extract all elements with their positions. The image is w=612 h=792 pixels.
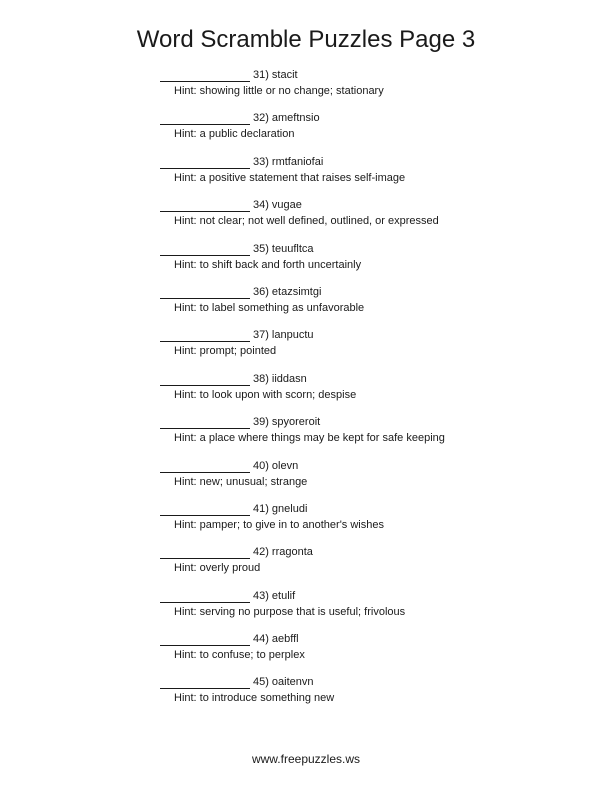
puzzle-item	[160, 196, 560, 239]
scrambled-word: iiddasn	[271, 372, 307, 385]
puzzle-word-row	[160, 370, 560, 386]
page-title: Word Scramble Puzzles Page 3	[136, 26, 476, 53]
puzzle-word-row	[160, 587, 560, 603]
puzzle-hint: Hint: new; unusual; strange	[174, 475, 308, 488]
answer-blank	[160, 676, 250, 689]
puzzle-number: 42)	[253, 546, 269, 559]
puzzle-item	[160, 500, 560, 543]
scrambled-word: teuufltca	[271, 242, 314, 255]
scrambled-word: rmtfaniofai	[271, 155, 324, 168]
puzzle-item	[160, 673, 560, 716]
scrambled-word: oaitenvn	[271, 676, 314, 689]
answer-blank	[160, 69, 250, 82]
answer-blank	[160, 243, 250, 256]
puzzle-number: 31)	[253, 69, 269, 81]
puzzle-number: 32)	[253, 112, 269, 125]
puzzle-word-row	[160, 543, 560, 559]
puzzle-word-row	[160, 630, 560, 646]
answer-blank	[160, 416, 250, 429]
puzzle-word-row	[160, 500, 560, 516]
puzzle-number: 33)	[253, 155, 269, 168]
puzzle-hint: Hint: to confuse; to perplex	[174, 649, 305, 662]
answer-blank	[160, 329, 250, 342]
puzzle-item	[160, 370, 560, 413]
scrambled-word: aebffl	[271, 633, 299, 646]
answer-blank	[160, 633, 250, 646]
puzzle-item	[160, 109, 560, 152]
puzzle-hint: Hint: a public declaration	[174, 128, 295, 141]
puzzle-number: 40)	[253, 459, 269, 472]
answer-blank	[160, 546, 250, 559]
puzzle-item	[160, 153, 560, 196]
puzzle-item	[160, 543, 560, 586]
puzzle-hint: Hint: overly proud	[174, 562, 261, 575]
answer-blank	[160, 373, 250, 386]
puzzle-hint: Hint: pamper; to give in to another's wishes	[174, 518, 384, 531]
scrambled-word: stacit	[271, 69, 298, 81]
puzzle-word-row	[160, 457, 560, 473]
puzzle-hint: Hint: to introduce something new	[174, 692, 335, 705]
answer-blank	[160, 460, 250, 473]
puzzle-word-row	[160, 240, 560, 256]
puzzle-number: 43)	[253, 589, 269, 602]
puzzle-number: 37)	[253, 329, 269, 342]
puzzle-hint: Hint: to label something as unfavorable	[174, 301, 365, 314]
puzzle-word-row	[160, 66, 560, 82]
scrambled-word: gneludi	[271, 502, 308, 515]
puzzle-word-row	[160, 283, 560, 299]
scrambled-word: vugae	[271, 199, 302, 212]
puzzle-number: 38)	[253, 372, 269, 385]
puzzle-number: 36)	[253, 285, 269, 298]
puzzle-word-row	[160, 109, 560, 125]
puzzle-word-row	[160, 153, 560, 169]
scrambled-word: etazsimtgi	[271, 285, 322, 298]
scrambled-word: etulif	[271, 589, 296, 602]
puzzle-item	[160, 630, 560, 673]
answer-blank	[160, 199, 250, 212]
puzzle-hint: Hint: not clear; not well defined, outlined, or expressed	[174, 215, 439, 228]
puzzle-item	[160, 587, 560, 630]
puzzle-hint: Hint: a positive statement that raises self-image	[174, 171, 406, 184]
puzzle-word-row	[160, 196, 560, 212]
scrambled-word: spyoreroit	[271, 416, 321, 429]
puzzle-number: 45)	[253, 676, 269, 689]
scrambled-word: ameftnsio	[271, 112, 320, 125]
answer-blank	[160, 286, 250, 299]
puzzle-hint: Hint: to shift back and forth uncertainly	[174, 258, 362, 271]
puzzle-hint: Hint: showing little or no change; stationary	[174, 85, 384, 97]
puzzle-item	[160, 283, 560, 326]
puzzle-item	[160, 326, 560, 369]
puzzle-list	[160, 66, 560, 717]
puzzle-hint: Hint: prompt; pointed	[174, 345, 277, 358]
puzzle-word-row	[160, 673, 560, 689]
puzzle-word-row	[160, 413, 560, 429]
puzzle-number: 35)	[253, 242, 269, 255]
puzzle-number: 39)	[253, 416, 269, 429]
puzzle-item	[160, 413, 560, 456]
puzzle-hint: Hint: to look upon with scorn; despise	[174, 388, 357, 401]
answer-blank	[160, 112, 250, 125]
scrambled-word: rragonta	[271, 546, 313, 559]
answer-blank	[160, 590, 250, 603]
puzzle-number: 41)	[253, 502, 269, 515]
scrambled-word: lanpuctu	[271, 329, 314, 342]
puzzle-word-row	[160, 326, 560, 342]
answer-blank	[160, 503, 250, 516]
puzzle-hint: Hint: a place where things may be kept for safe keeping	[174, 432, 445, 445]
puzzle-item	[160, 240, 560, 283]
puzzle-item	[160, 457, 560, 500]
puzzle-number: 44)	[253, 633, 269, 646]
answer-blank	[160, 156, 250, 169]
puzzle-hint: Hint: serving no purpose that is useful; frivolous	[174, 605, 406, 618]
puzzle-item	[160, 66, 560, 109]
scrambled-word: olevn	[271, 459, 299, 472]
footer-website: www.freepuzzles.ws	[251, 752, 361, 766]
puzzle-number: 34)	[253, 199, 269, 212]
